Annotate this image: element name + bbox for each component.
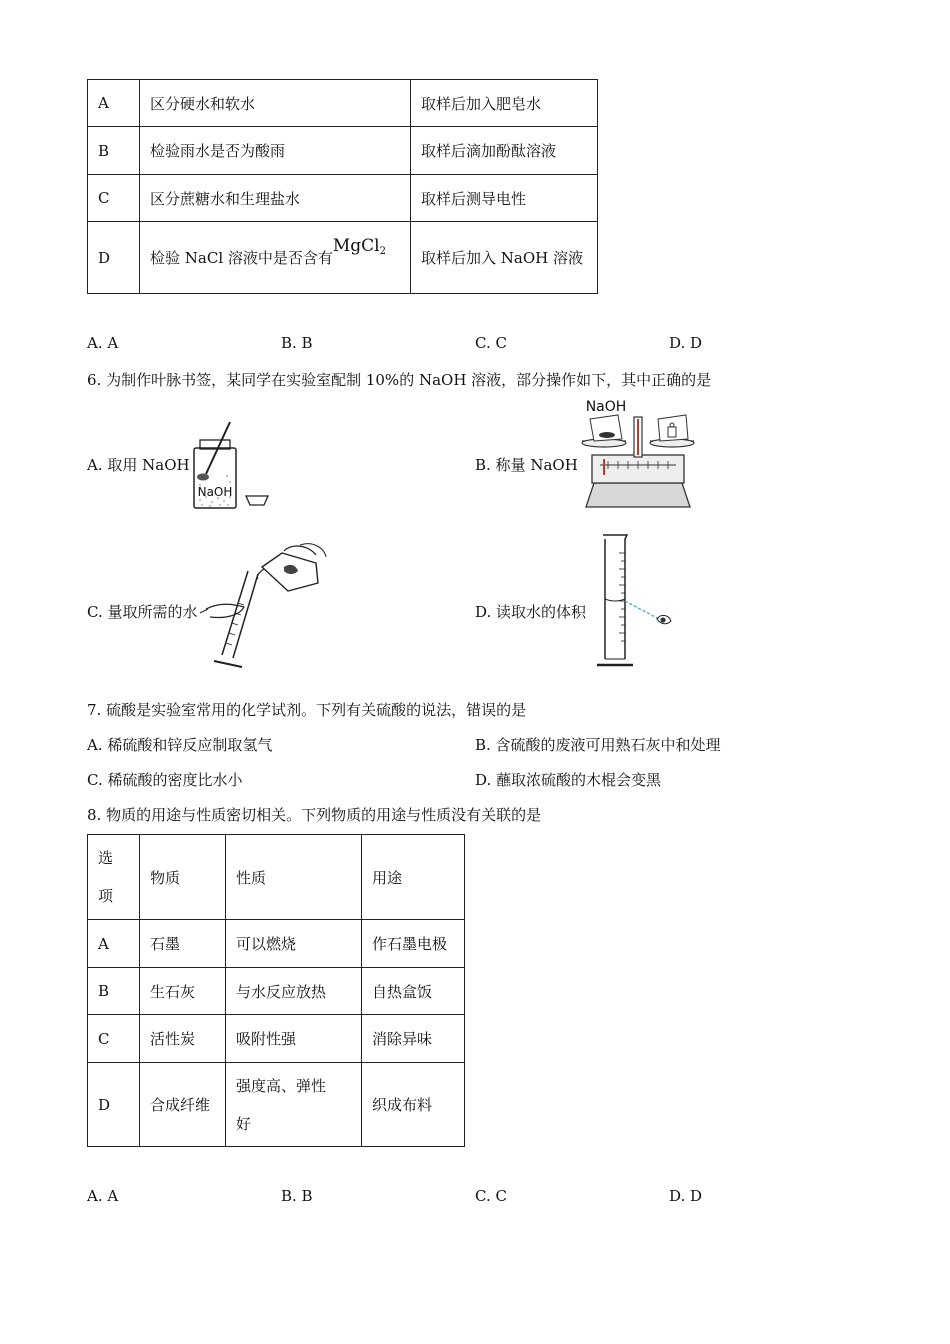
method-cell: 取样后加入肥皂水: [411, 80, 598, 127]
q5-option-a[interactable]: A. A: [87, 334, 119, 352]
method-cell: 取样后测导电性: [411, 175, 598, 222]
q8-option-b[interactable]: B. B: [281, 1187, 313, 1205]
q6-option-b[interactable]: B. 称量 NaOH: [475, 456, 578, 474]
table-row: [88, 80, 598, 127]
table-row: [88, 968, 465, 1015]
q7-stem: 7. 硫酸是实验室常用的化学试剂。下列有关硫酸的说法，错误的是: [87, 701, 527, 719]
q6-option-d[interactable]: D. 读取水的体积: [475, 603, 587, 621]
table-row: [88, 920, 465, 968]
q5-option-d[interactable]: D. D: [669, 334, 703, 352]
q7-option-d[interactable]: D. 蘸取浓硫酸的木棍会变黑: [475, 771, 662, 789]
method-cell: 取样后滴加酚酞溶液: [411, 127, 598, 175]
q8-option-a[interactable]: A. A: [87, 1187, 119, 1205]
header-use: 用途: [362, 835, 465, 920]
q7-option-a[interactable]: A. 稀硫酸和锌反应制取氢气: [87, 736, 273, 754]
option-cell: A: [88, 80, 140, 127]
option-cell: C: [88, 175, 140, 222]
header-option: 选 项: [88, 835, 140, 920]
table-header-row: [88, 835, 465, 920]
table-row: [88, 127, 598, 175]
property-cell: 强度高、弹性 好: [226, 1063, 362, 1147]
option-cell: D: [88, 1063, 140, 1147]
content-cell: 检验雨水是否为酸雨: [140, 127, 411, 175]
header-property: 性质: [226, 835, 362, 920]
substance-cell: 石墨: [140, 920, 226, 968]
jar-spoon-illustration: [190, 420, 275, 512]
pouring-illustration: [200, 543, 330, 668]
table-row: [88, 175, 598, 222]
method-cell: 取样后加入 NaOH 溶液: [411, 222, 598, 294]
use-cell: 消除异味: [362, 1015, 465, 1063]
option-cell: B: [88, 968, 140, 1015]
option-cell: B: [88, 127, 140, 175]
substance-cell: 合成纤维: [140, 1063, 226, 1147]
content-cell: [140, 222, 411, 294]
header-substance: 物质: [140, 835, 226, 920]
content-cell: 区分硬水和软水: [140, 80, 411, 127]
q8-option-d[interactable]: D. D: [669, 1187, 703, 1205]
q8-stem: 8. 物质的用途与性质密切相关。下列物质的用途与性质没有关联的是: [87, 806, 542, 824]
use-cell: 自热盒饭: [362, 968, 465, 1015]
q5-option-c[interactable]: C. C: [475, 334, 507, 352]
option-cell: A: [88, 920, 140, 968]
q6-option-a[interactable]: A. 取用 NaOH: [87, 456, 190, 474]
q6-stem: 6. 为制作叶脉书签，某同学在实验室配制 10%的 NaOH 溶液，部分操作如下，其中正确的是: [87, 371, 712, 389]
content-cell: 区分蔗糖水和生理盐水: [140, 175, 411, 222]
use-cell: 织成布料: [362, 1063, 465, 1147]
content-text: 检验 NaCl 溶液中是否含有: [150, 248, 333, 267]
property-cell: 可以燃烧: [226, 920, 362, 968]
balance-illustration: [578, 395, 698, 510]
jar-label: NaOH: [197, 485, 233, 499]
q7-option-b[interactable]: B. 含硫酸的废液可用熟石灰中和处理: [475, 736, 721, 754]
q5-option-b[interactable]: B. B: [281, 334, 313, 352]
property-cell: 与水反应放热: [226, 968, 362, 1015]
option-cell: D: [88, 222, 140, 294]
q6-option-c[interactable]: C. 量取所需的水: [87, 603, 198, 621]
table-row: [88, 222, 598, 294]
q8-option-c[interactable]: C. C: [475, 1187, 507, 1205]
property-cell: 吸附性强: [226, 1015, 362, 1063]
substance-cell: 生石灰: [140, 968, 226, 1015]
q8-table: [87, 834, 465, 1147]
cylinder-illustration: [595, 533, 680, 668]
use-cell: 作石墨电极: [362, 920, 465, 968]
table-row: [88, 1015, 465, 1063]
formula: MgCl$_2$: [332, 235, 386, 257]
option-cell: C: [88, 1015, 140, 1063]
substance-cell: 活性炭: [140, 1015, 226, 1063]
q7-option-c[interactable]: C. 稀硫酸的密度比水小: [87, 771, 243, 789]
table-row: [88, 1063, 465, 1147]
q5-table: [87, 79, 598, 294]
balance-label: NaOH: [585, 399, 627, 415]
